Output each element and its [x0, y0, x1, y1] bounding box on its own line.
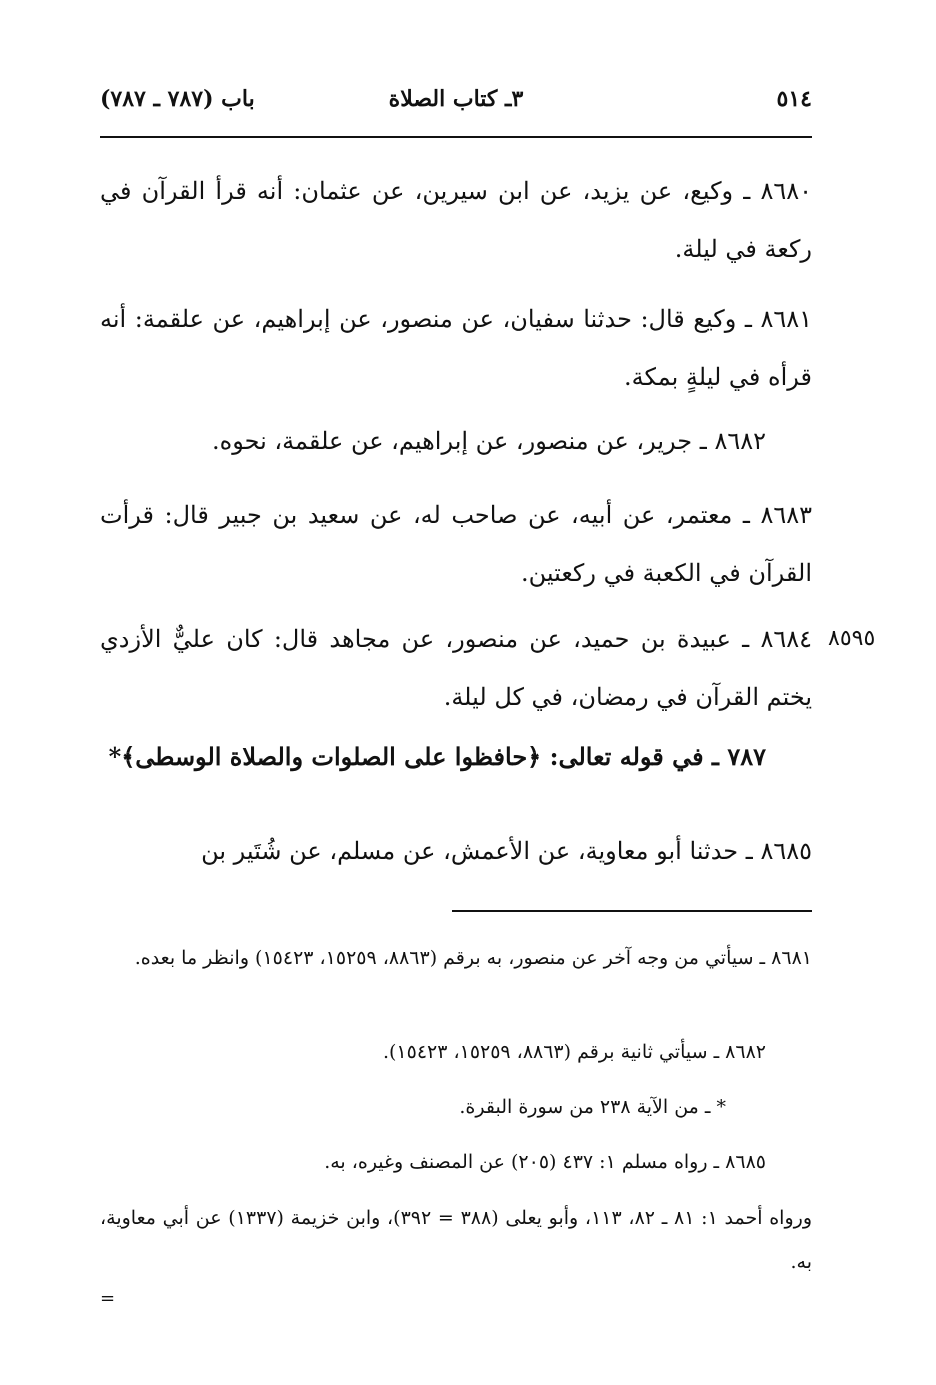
footnote-text: * ـ من الآية ٢٣٨ من سورة البقرة. [459, 1096, 726, 1118]
footnote-8681 [100, 936, 812, 980]
side-reference-number: ٨٥٩٥ [828, 626, 876, 651]
entry-text: ٨٦٨٥ ـ حدثنا أبو معاوية، عن الأعمش، عن مسلم، عن شُتَير بن [201, 837, 812, 865]
entry-text: ٨٦٨٣ ـ معتمر، عن أبيه، عن صاحب له، عن سعيد بن جبير قال: قرأت القرآن في الكعبة في ركعتين. [100, 501, 812, 587]
continuation-mark: = [100, 1288, 116, 1309]
entry-text: ٨٦٨١ ـ وكيع قال: حدثنا سفيان، عن منصور، عن إبراهيم، عن علقمة: أنه قرأه في ليلةٍ بمكة. [100, 305, 812, 391]
footnote-8682 [100, 1030, 812, 1074]
page-number: ٥١٤ [776, 86, 812, 112]
footnote-verse [100, 1085, 812, 1129]
entry-8680 [100, 162, 812, 278]
entry-text: ٨٦٨٢ ـ جرير، عن منصور، عن إبراهيم، عن علقمة، نحوه. [212, 427, 766, 455]
footnote-text: ٨٦٨١ ـ سيأتي من وجه آخر عن منصور، به برقم (٨٨٦٣، ١٥٢٥٩، ١٥٤٢٣) وانظر ما بعده. [134, 947, 812, 969]
section-heading-text: ٧٨٧ ـ في قوله تعالى: ﴿حافظوا على الصلوات والصلاة الوسطى﴾* [108, 742, 766, 771]
entry-8684 [100, 610, 812, 726]
footnote-8685 [100, 1140, 812, 1184]
section-heading [100, 728, 812, 786]
footnote-text: ٨٦٨٥ ـ رواه مسلم ١: ٤٣٧ (٢٠٥) عن المصنف وغيره، به. [324, 1151, 766, 1173]
footnote-text: ٨٦٨٢ ـ سيأتي ثانية برقم (٨٨٦٣، ١٥٢٥٩، ١٥٤٢٣). [382, 1041, 766, 1063]
entry-8681 [100, 290, 812, 406]
entry-8685 [100, 822, 812, 880]
running-header [100, 86, 812, 126]
footnote-text: ورواه أحمد ١: ٨١ ـ ٨٢، ١١٣، وأبو يعلى (٣٨٨ = ٣٩٢)، وابن خزيمة (١٣٣٧) عن أبي معاوية، به. [100, 1207, 812, 1273]
chapter-range: باب (٧٨٧ ـ ٧٨٧) [100, 86, 255, 112]
entry-text: ٨٦٨٠ ـ وكيع، عن يزيد، عن ابن سيرين، عن عثمان: أنه قرأ القرآن في ركعة في ليلة. [100, 177, 812, 263]
entry-text: ٨٦٨٤ ـ عبيدة بن حميد، عن منصور، عن مجاهد قال: كان عليٌّ الأزدي يختم القرآن في رمضان، في كل ليلة. [100, 625, 812, 711]
footnote-8685-continued [100, 1196, 812, 1284]
footnote-rule [452, 910, 812, 912]
book-title: ٣ـ كتاب الصلاة [388, 86, 524, 112]
entry-8682 [100, 412, 812, 470]
header-rule [100, 136, 812, 138]
entry-8683 [100, 486, 812, 602]
